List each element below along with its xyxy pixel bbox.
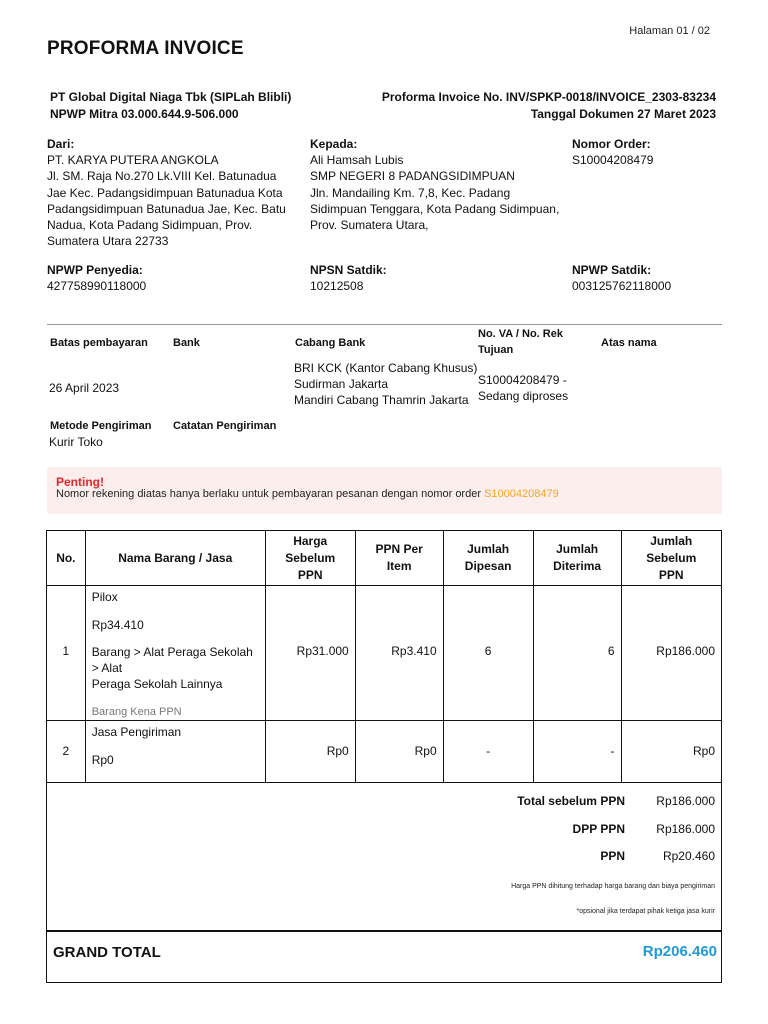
header-price: [265, 531, 355, 586]
order-number: S10004208479: [572, 153, 654, 167]
invoice-number: Proforma Invoice No. INV/SPKP-0018/INVOICE_2303-83234: [381, 90, 716, 104]
courier-note: *opsional jika terdapat pihak ketiga jasa kurir: [576, 908, 715, 915]
seller-block: [50, 89, 291, 123]
payment-name-header: Atas nama: [601, 337, 657, 349]
table-header-row: [47, 531, 722, 586]
header-no: No.: [47, 531, 86, 586]
page-title: PROFORMA INVOICE: [47, 38, 244, 59]
grand-total-label: GRAND TOTAL: [53, 944, 161, 961]
payment-due-date: 26 April 2023: [49, 381, 120, 395]
row-total: Rp0: [621, 721, 721, 783]
bank-branch: BRI KCK (Kantor Cabang Khusus): [294, 361, 478, 375]
npwp-satdik-value: 003125762118000: [572, 279, 672, 293]
npwp-penyedia-label: NPWP Penyedia:: [47, 263, 143, 277]
subtotal-label: Total sebelum PPN: [517, 794, 625, 808]
dpp-value: Rp186.000: [656, 822, 715, 836]
header-line: PPN: [297, 567, 323, 582]
npwp-penyedia-value: 427758990118000: [47, 279, 147, 293]
item-unit-price: Rp34.410: [91, 618, 144, 632]
header-line: PPN: [658, 567, 684, 582]
header-name: Nama Barang / Jasa: [85, 531, 265, 586]
ppn-note: Harga PPN dihitung terhadap harga barang dan biaya pengiriman: [511, 883, 715, 890]
table-row: [47, 721, 722, 783]
va-line: Sedang diproses: [478, 389, 569, 403]
payment-due-header: Batas pembayaran: [50, 337, 148, 349]
header-ordered: [443, 531, 533, 586]
seller-name: PT Global Digital Niaga Tbk (SIPLah Blibli): [50, 90, 292, 104]
item-category: Peraga Sekolah Lainnya: [91, 677, 223, 691]
shipping-note-header: Catatan Pengiriman: [173, 420, 277, 432]
from-line: Nadua, Kota Padang Sidimpuan, Prov.: [47, 218, 253, 233]
from-line: Jl. SM. Raja No.270 Lk.VIII Kel. Batunadua: [47, 169, 277, 184]
dpp-label: DPP PPN: [572, 822, 625, 836]
va-line: S10004208479 -: [478, 373, 567, 387]
bank-branch-list: [294, 360, 477, 408]
from-line: PT. KARYA PUTERA ANGKOLA: [47, 153, 219, 167]
header-line: Jumlah: [556, 542, 599, 556]
npwp-satdik-label: NPWP Satdik:: [572, 263, 652, 277]
header-line: Sebelum: [285, 550, 336, 565]
header-line: Jumlah: [467, 542, 510, 556]
bank-branch: Mandiri Cabang Thamrin Jakarta: [294, 393, 469, 407]
header-line: Jumlah: [650, 533, 693, 548]
payment-va-header-line: No. VA / No. Rek: [478, 328, 563, 340]
from-line: Jae Kec. Padangsidimpuan Batunadua Kota: [47, 185, 283, 200]
row-ordered: -: [443, 721, 533, 783]
from-label: Dari:: [47, 137, 75, 151]
order-block: [572, 136, 653, 168]
npwp-satdik-block: [572, 262, 671, 294]
bank-branch: Sudirman Jakarta: [294, 377, 389, 391]
payment-va-header: [478, 326, 563, 358]
row-item: [85, 721, 265, 783]
invoice-info: [382, 89, 716, 123]
subtotal-value: Rp186.000: [656, 794, 715, 808]
item-name: Pilox: [91, 590, 118, 604]
row-received: -: [533, 721, 621, 783]
row-ordered: 6: [443, 586, 533, 721]
item-unit-price: Rp0: [91, 753, 114, 767]
npsn-satdik-value: 10212508: [310, 279, 364, 293]
grand-total-box: [46, 931, 722, 983]
item-tax-note: Barang Kena PPN: [91, 706, 182, 718]
va-number: [478, 372, 568, 404]
header-received: [533, 531, 621, 586]
npsn-satdik-block: [310, 262, 387, 294]
items-table: [46, 530, 722, 783]
row-price: Rp31.000: [265, 586, 355, 721]
payment-bank-header: Bank: [173, 337, 200, 349]
notice-text: [56, 488, 559, 500]
row-total: Rp186.000: [621, 586, 721, 721]
invoice-date: Tanggal Dokumen 27 Maret 2023: [530, 107, 716, 121]
from-line: Sumatera Utara 22733: [47, 234, 169, 249]
item-name: Jasa Pengiriman: [91, 725, 182, 739]
seller-npwp: NPWP Mitra 03.000.644.9-506.000: [50, 107, 239, 121]
grand-total-value: Rp206.460: [642, 943, 717, 960]
row-ppn: Rp3.410: [355, 586, 443, 721]
to-line: Sidimpuan Tenggara, Kota Padang Sidimpuan,: [310, 201, 560, 216]
page-number: Halaman 01 / 02: [629, 25, 710, 37]
notice-title: Penting!: [56, 475, 104, 489]
row-no: 1: [47, 586, 86, 721]
header-line: Diterima: [553, 559, 602, 573]
to-line: Prov. Sumatera Utara,: [310, 218, 429, 233]
to-line: Jln. Mandailing Km. 7,8, Kec. Padang: [310, 185, 511, 200]
row-price: Rp0: [265, 721, 355, 783]
ppn-value: Rp20.460: [662, 849, 715, 863]
important-notice: [47, 467, 722, 514]
npsn-satdik-label: NPSN Satdik:: [310, 263, 387, 277]
to-block: [310, 136, 565, 233]
row-no: 2: [47, 721, 86, 783]
to-label: Kepada:: [310, 137, 358, 151]
to-line: Ali Hamsah Lubis: [310, 153, 404, 167]
header-total: [621, 531, 721, 586]
header-line: Dipesan: [464, 559, 512, 573]
payment-branch-header: Cabang Bank: [295, 337, 366, 349]
header-line: Item: [386, 559, 412, 573]
order-label: Nomor Order:: [572, 137, 651, 151]
header-line: Harga: [293, 533, 328, 548]
divider: [47, 324, 722, 325]
to-line: SMP NEGERI 8 PADANGSIDIMPUAN: [310, 169, 515, 184]
from-line: Padangsidimpuan Batunadua Jae, Kec. Batu: [47, 201, 286, 216]
payment-va-header-line: Tujuan: [478, 344, 514, 356]
row-received: 6: [533, 586, 621, 721]
shipping-method-header: Metode Pengiriman: [50, 420, 152, 432]
notice-order-number: S10004208479: [484, 488, 559, 500]
header-line: PPN Per: [375, 542, 423, 556]
shipping-method: Kurir Toko: [49, 435, 103, 449]
header-line: Sebelum: [646, 550, 697, 565]
row-item: [85, 586, 265, 721]
ppn-label: PPN: [600, 849, 625, 863]
totals-box: [46, 780, 722, 931]
row-ppn: Rp0: [355, 721, 443, 783]
header-ppn: [355, 531, 443, 586]
table-row: [47, 586, 722, 721]
notice-message: Nomor rekening diatas hanya berlaku untuk pembayaran pesanan dengan nomor order: [56, 488, 485, 500]
item-category: Barang > Alat Peraga Sekolah > Alat: [91, 645, 253, 675]
from-block: [47, 136, 297, 250]
npwp-penyedia-block: [47, 262, 146, 294]
